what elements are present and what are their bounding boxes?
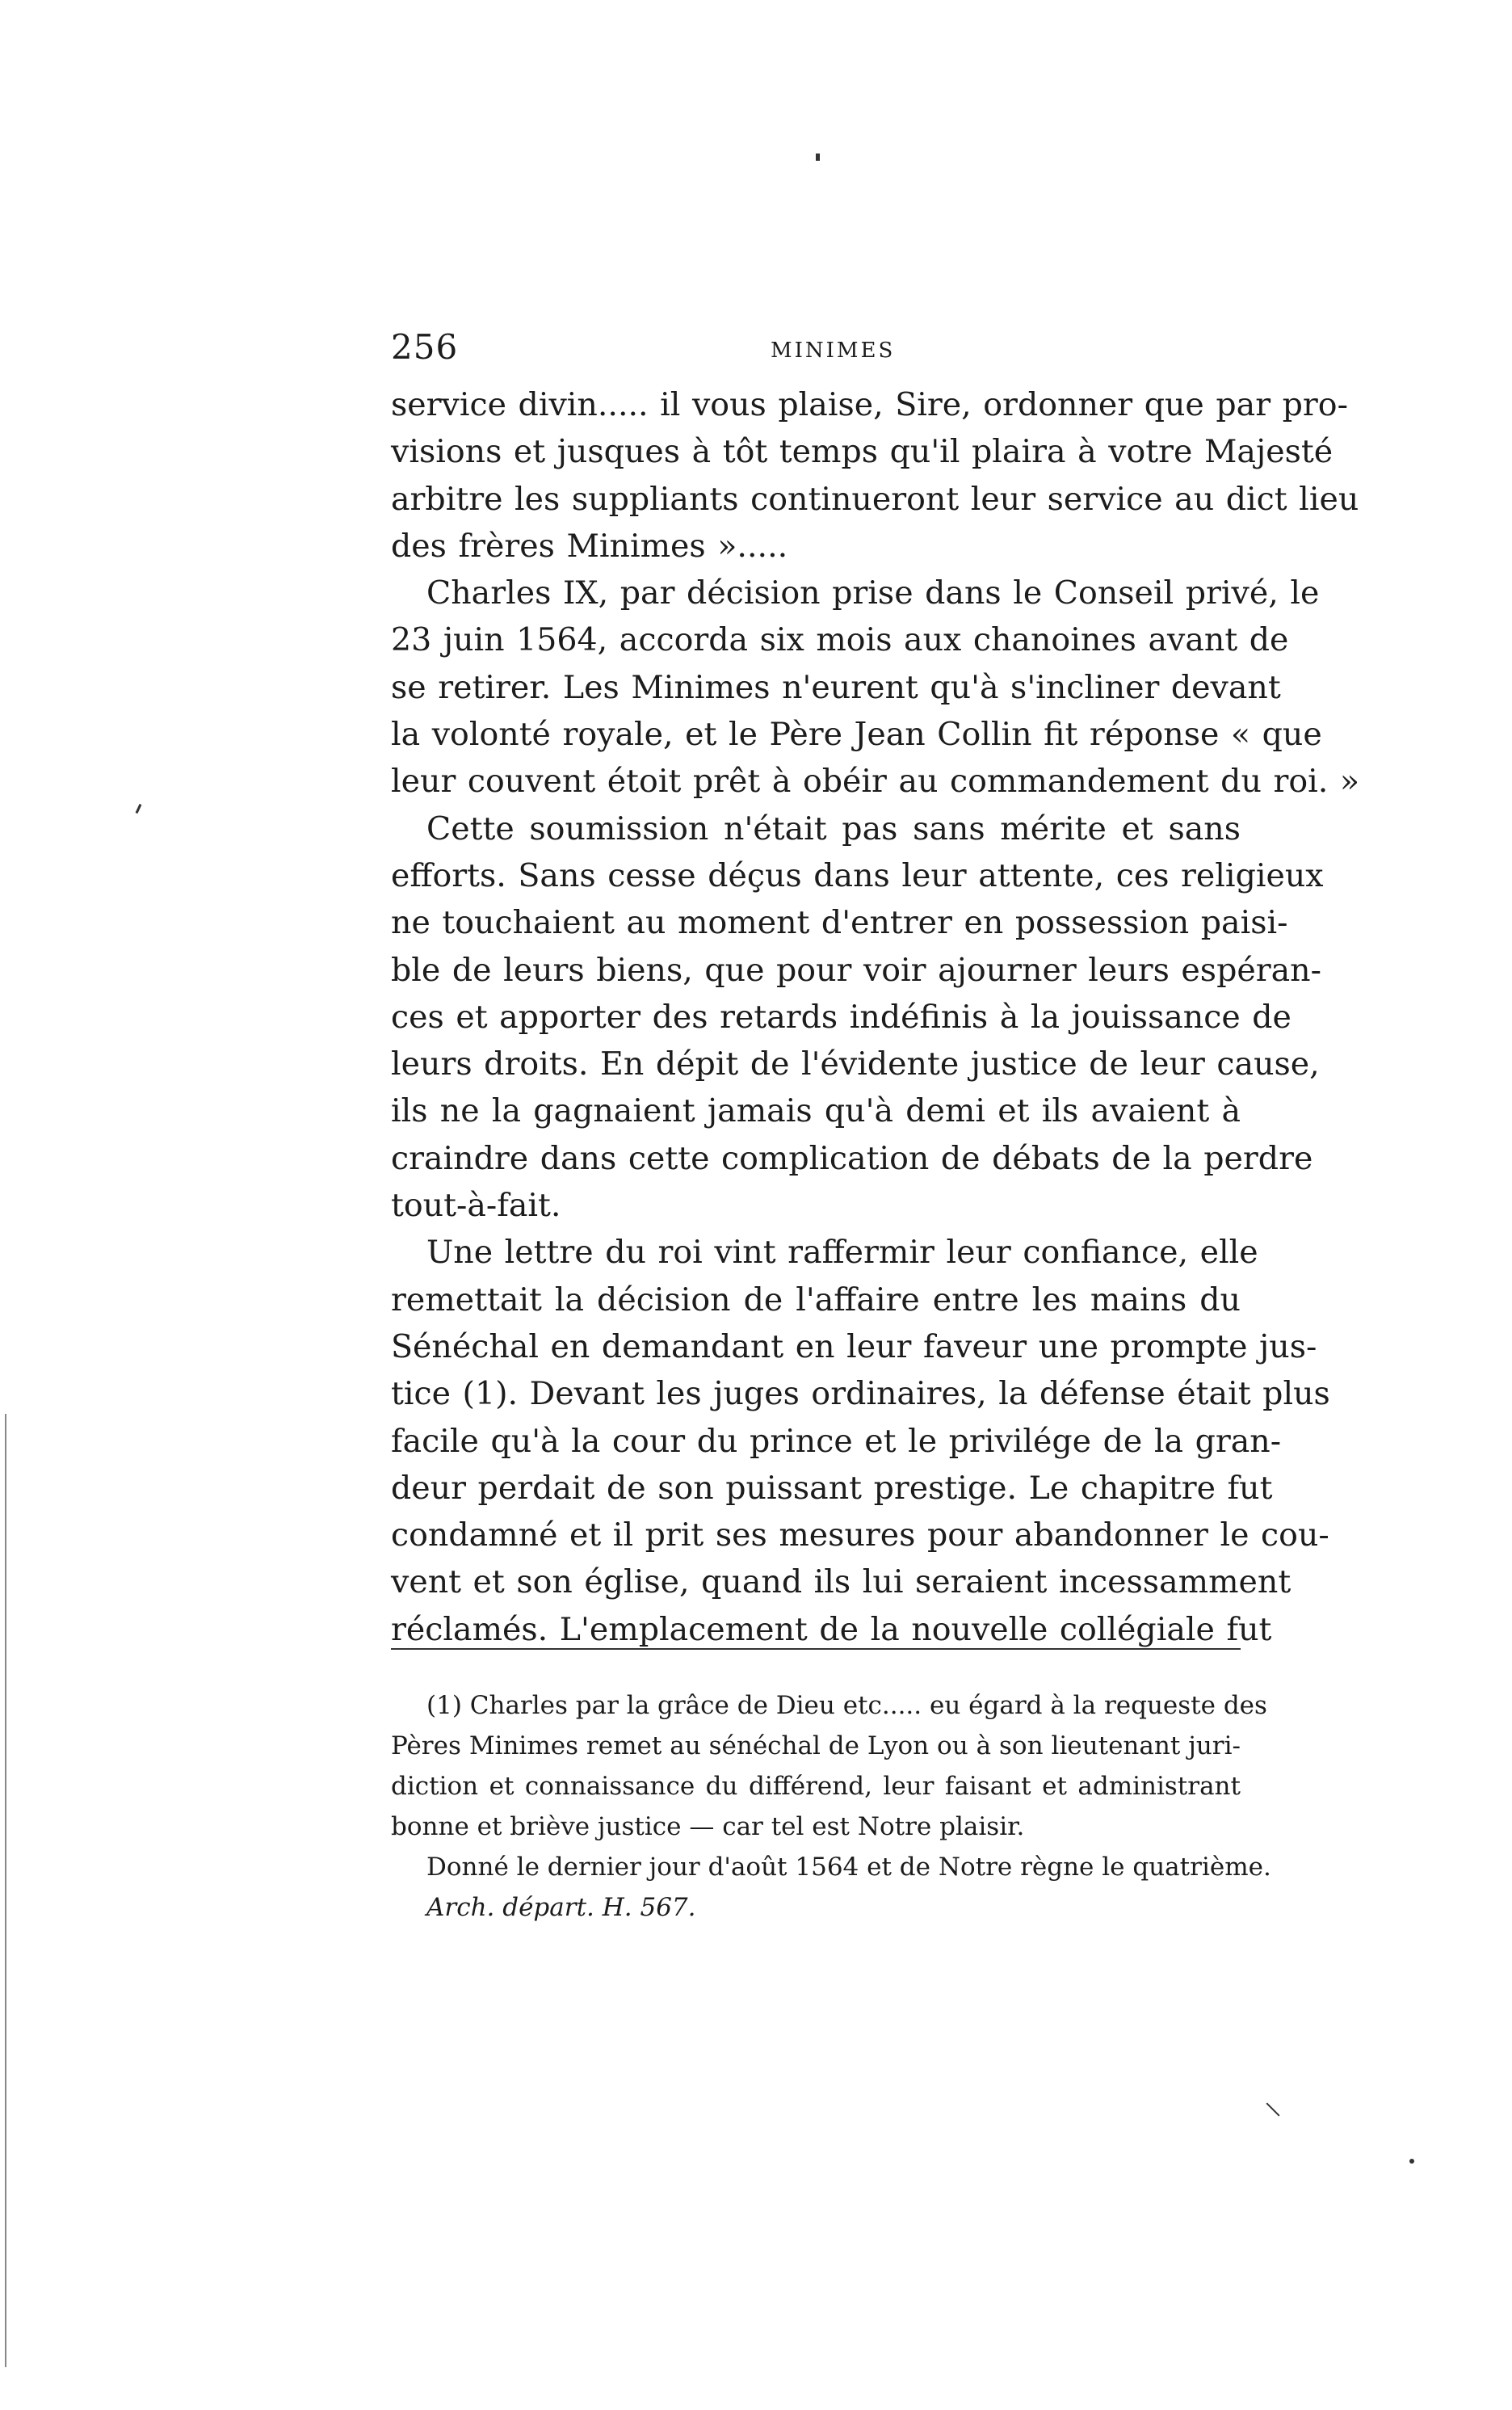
text-line: deur perdait de son puissant prestige. Le chapitre fut [391, 1469, 1273, 1507]
text-line: leurs droits. En dépit de l'évidente justice de leur cause, [391, 1045, 1320, 1083]
text-line: ils ne la gagnaient jamais qu'à demi et ils avaient à [391, 1092, 1241, 1130]
text-line: efforts. Sans cesse déçus dans leur attente, ces religieux [391, 856, 1324, 894]
scan-speck [136, 804, 142, 814]
page-number: 256 [391, 327, 459, 367]
scan-speck [816, 154, 820, 161]
text-line: visions et jusques à tôt temps qu'il plaira à votre Majesté [391, 433, 1334, 471]
paragraph-start-line: Une lettre du roi vint raffermir leur confiance, elle [426, 1234, 1258, 1272]
footnote-line: Pères Minimes remet au sénéchal de Lyon ou à son lieutenant juri- [391, 1731, 1241, 1760]
text-line: ne touchaient au moment d'entrer en possession paisi- [391, 904, 1288, 942]
text-line: réclamés. L'emplacement de la nouvelle collégiale fut [391, 1610, 1272, 1648]
archive-reference: Arch. départ. H. 567. [426, 1893, 696, 1922]
text-line: 23 juin 1564, accorda six mois aux chanoines avant de [391, 621, 1289, 659]
text-line: Sénéchal en demandant en leur faveur une prompte jus- [391, 1327, 1317, 1365]
text-line: la volonté royale, et le Père Jean Collin fit réponse « que [391, 716, 1322, 754]
footnotes [391, 1685, 1271, 1928]
scan-speck [1266, 2103, 1280, 2117]
text-line: remettait la décision de l'affaire entre les mains du [391, 1281, 1241, 1319]
text-line: service divin..... il vous plaise, Sire, ordonner que par pro- [391, 386, 1348, 423]
footnote-divider [391, 1648, 1241, 1650]
text-line: craindre dans cette complication de débats de la perdre [391, 1139, 1313, 1177]
paragraph-start-line: Charles IX, par décision prise dans le Conseil privé, le [426, 574, 1320, 612]
text-line: des frères Minimes »..... [391, 527, 788, 565]
footnote-line: diction et connaissance du différend, leur faisant et administrant [391, 1772, 1241, 1801]
text-line: condamné et il prit ses mesures pour abandonner le cou- [391, 1516, 1329, 1554]
footnote-line: bonne et briève justice — car tel est Notre plaisir. [391, 1812, 1025, 1841]
body-text [391, 381, 1360, 1653]
footnote-line: (1) Charles par la grâce de Dieu etc..... eu égard à la requeste des [426, 1691, 1267, 1720]
footnote-line: Donné le dernier jour d'août 1564 et de Notre règne le quatrième. [426, 1853, 1271, 1882]
scan-speck [1409, 2159, 1414, 2164]
paragraph-start-line: Cette soumission n'était pas sans mérite et sans [426, 810, 1241, 847]
running-head: MINIMES [771, 339, 896, 363]
text-line: tout-à-fait. [391, 1187, 561, 1225]
text-line: arbitre les suppliants continueront leur service au dict lieu [391, 480, 1359, 518]
text-line: se retirer. Les Minimes n'eurent qu'à s'incliner devant [391, 668, 1281, 706]
text-line: ces et apporter des retards indéfinis à la jouissance de [391, 998, 1292, 1036]
text-line: vent et son église, quand ils lui seraient incessamment [391, 1563, 1292, 1601]
page-header [391, 327, 1241, 376]
text-line: ble de leurs biens, que pour voir ajourner leurs espéran- [391, 951, 1321, 989]
text-line: facile qu'à la cour du prince et le privilége de la gran- [391, 1422, 1282, 1460]
text-line: leur couvent étoit prêt à obéir au commandement du roi. » [391, 763, 1360, 801]
text-line: tice (1). Devant les juges ordinaires, la défense était plus [391, 1375, 1330, 1413]
scan-edge-line [5, 1414, 6, 2367]
